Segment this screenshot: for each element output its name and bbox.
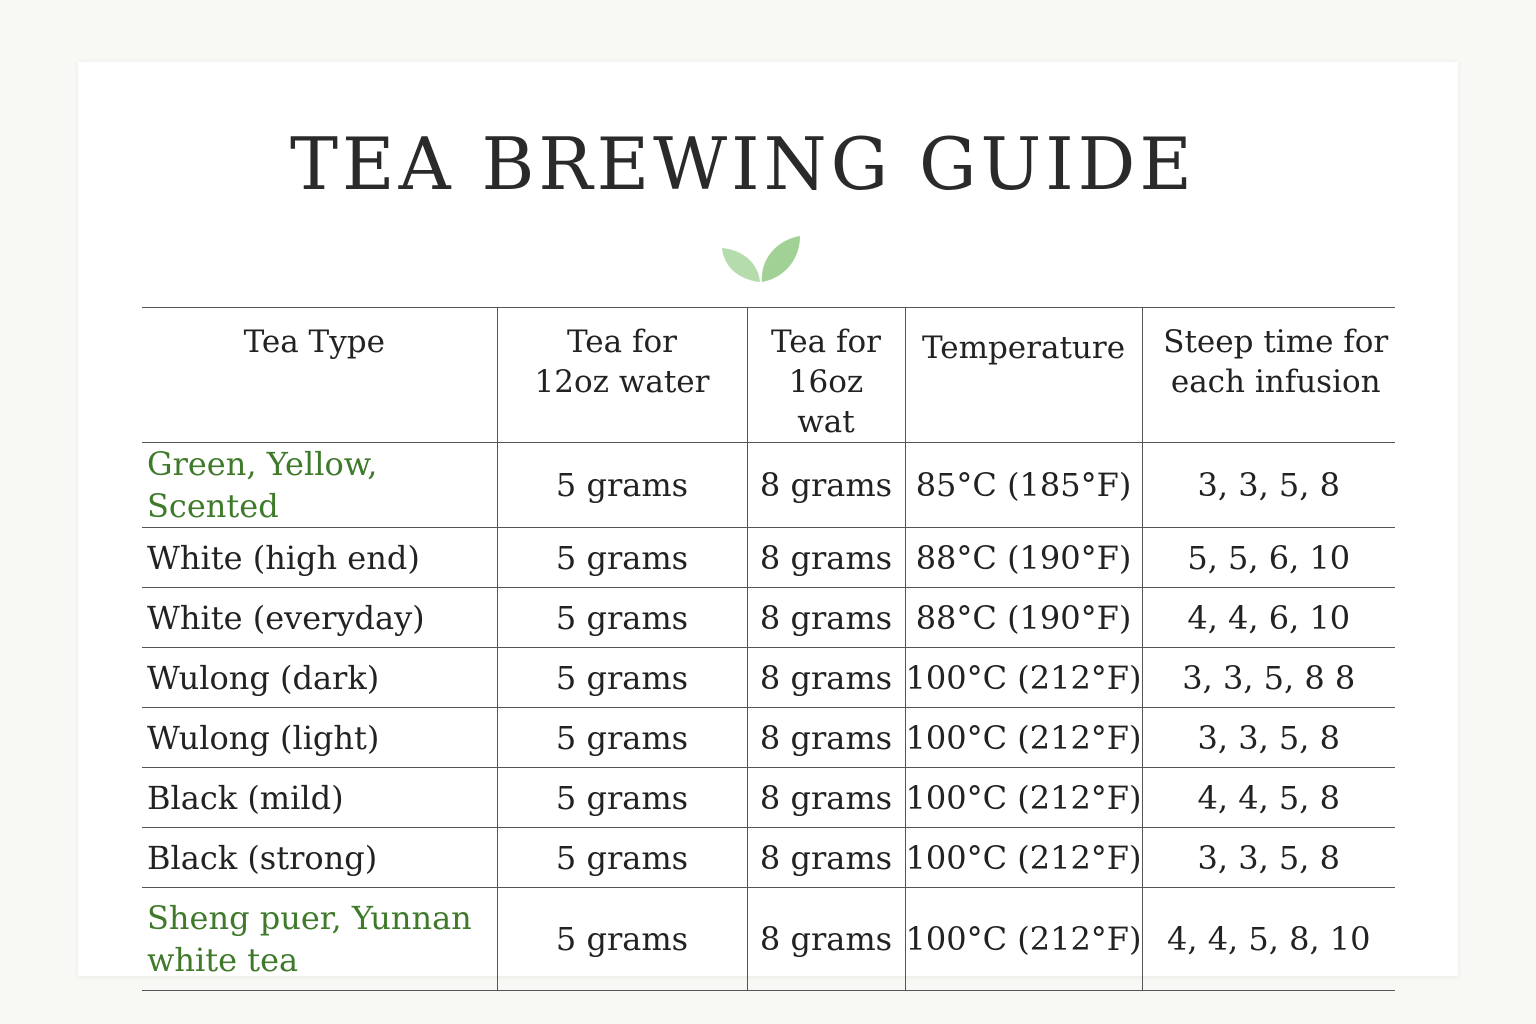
header-row xyxy=(142,308,1395,443)
cell-tea-16oz: 8 grams xyxy=(747,768,905,828)
cell-steep-time: 4, 4, 5, 8, 10 xyxy=(1142,888,1395,991)
cell-tea-type: White (everyday) xyxy=(142,588,497,648)
cell-tea-type: Wulong (dark) xyxy=(142,648,497,708)
cell-tea-16oz: 8 grams xyxy=(747,708,905,768)
cell-tea-type: Wulong (light) xyxy=(142,708,497,768)
table-row xyxy=(142,648,1395,708)
header-tea-12oz: Tea for 12oz water xyxy=(497,308,747,443)
cell-temperature: 100°C (212°F) xyxy=(905,828,1142,888)
cell-tea-12oz: 5 grams xyxy=(497,888,747,991)
cell-tea-12oz: 5 grams xyxy=(497,588,747,648)
cell-tea-16oz: 8 grams xyxy=(747,648,905,708)
cell-tea-16oz: 8 grams xyxy=(747,588,905,648)
cell-tea-type: Black (mild) xyxy=(142,768,497,828)
table-row xyxy=(142,443,1395,528)
table-row xyxy=(142,768,1395,828)
cell-temperature: 100°C (212°F) xyxy=(905,708,1142,768)
cell-tea-16oz: 8 grams xyxy=(747,528,905,588)
header-steep-time: Steep time for each infusion xyxy=(1142,308,1395,443)
cell-temperature: 100°C (212°F) xyxy=(905,888,1142,991)
cell-steep-time: 4, 4, 6, 10 xyxy=(1142,588,1395,648)
table-row xyxy=(142,888,1395,991)
page-title: TEA BREWING GUIDE xyxy=(290,122,1196,206)
cell-tea-12oz: 5 grams xyxy=(497,443,747,528)
cell-steep-time: 3, 3, 5, 8 xyxy=(1142,443,1395,528)
cell-steep-time: 3, 3, 5, 8 xyxy=(1142,708,1395,768)
cell-tea-type: Black (strong) xyxy=(142,828,497,888)
cell-tea-12oz: 5 grams xyxy=(497,648,747,708)
cell-tea-16oz: 8 grams xyxy=(747,888,905,991)
cell-tea-type: White (high end) xyxy=(142,528,497,588)
brewing-table xyxy=(142,307,1395,991)
cell-tea-12oz: 5 grams xyxy=(497,768,747,828)
table-row xyxy=(142,708,1395,768)
cell-tea-type: Green, Yellow, Scented xyxy=(142,443,497,528)
table-row xyxy=(142,828,1395,888)
cell-temperature: 88°C (190°F) xyxy=(905,528,1142,588)
cell-tea-type: Sheng puer, Yunnan white tea xyxy=(142,888,497,991)
cell-tea-12oz: 5 grams xyxy=(497,708,747,768)
cell-steep-time: 4, 4, 5, 8 xyxy=(1142,768,1395,828)
cell-steep-time: 3, 3, 5, 8 8 xyxy=(1142,648,1395,708)
cell-tea-12oz: 5 grams xyxy=(497,528,747,588)
cell-steep-time: 3, 3, 5, 8 xyxy=(1142,828,1395,888)
header-tea-type: Tea Type xyxy=(142,308,497,443)
cell-temperature: 88°C (190°F) xyxy=(905,588,1142,648)
leaf-icon xyxy=(720,232,804,284)
table-row xyxy=(142,588,1395,648)
table-row xyxy=(142,528,1395,588)
header-tea-16oz: Tea for 16oz wat xyxy=(747,308,905,443)
header-temperature: Temperature xyxy=(905,308,1142,443)
cell-steep-time: 5, 5, 6, 10 xyxy=(1142,528,1395,588)
cell-temperature: 100°C (212°F) xyxy=(905,768,1142,828)
cell-tea-16oz: 8 grams xyxy=(747,828,905,888)
cell-tea-12oz: 5 grams xyxy=(497,828,747,888)
cell-temperature: 85°C (185°F) xyxy=(905,443,1142,528)
cell-tea-16oz: 8 grams xyxy=(747,443,905,528)
cell-temperature: 100°C (212°F) xyxy=(905,648,1142,708)
